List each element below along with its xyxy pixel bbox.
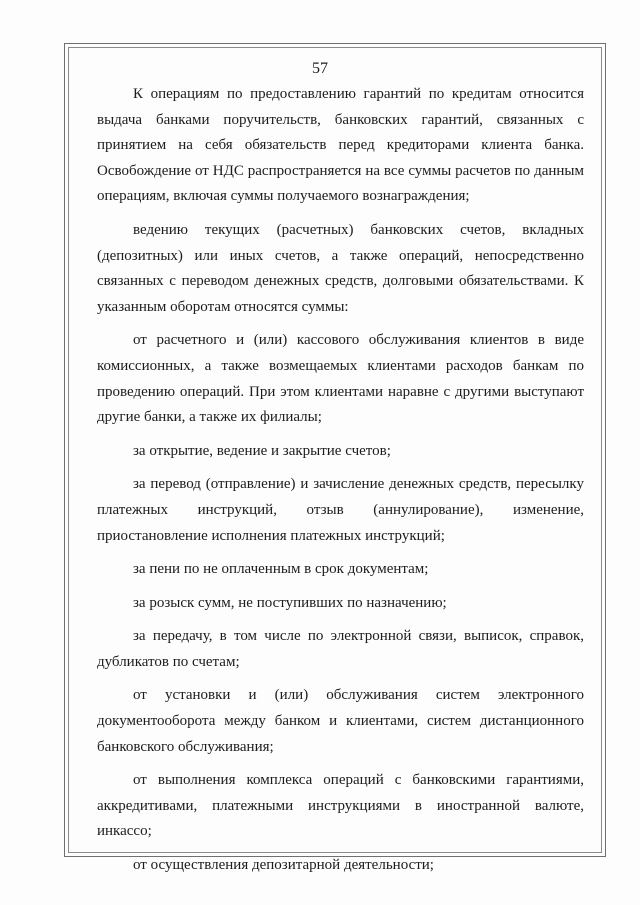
paragraph: за передачу, в том числе по электронной связи, выписок, справок, дубликатов по счетам;: [97, 628, 584, 670]
paragraph: от осуществления депозитарной деятельности;: [133, 857, 434, 874]
paragraph: за пени по не оплаченным в срок документам;: [133, 561, 429, 578]
paragraph: от расчетного и (или) кассового обслуживания клиентов в виде комиссионных, а также возмещаемых клиентами расходов банкам по проведению операций. При этом клиентами наравне с другими выступают другие банки, а также их филиалы;: [97, 332, 584, 426]
body-text: [97, 82, 584, 887]
paragraph: от установки и (или) обслуживания систем электронного документооборота между банком и клиентами, систем дистанционного банковского обслуживания;: [97, 687, 584, 755]
paragraph: за розыск сумм, не поступивших по назначению;: [133, 594, 447, 611]
page-number: 57: [312, 60, 328, 77]
paragraph: от выполнения комплекса операций с банковскими гарантиями, аккредитивами, платежными инструкциями в иностранной валюте, инкассо;: [97, 772, 584, 840]
paragraph: ведению текущих (расчетных) банковских счетов, вкладных (депозитных) или иных счетов, а также операций, непосредственно связанных с переводом денежных средств, долговыми обязательствами. К указанным оборотам относятся суммы:: [97, 221, 584, 315]
paragraph: за открытие, ведение и закрытие счетов;: [133, 442, 391, 459]
paragraph: К операциям по предоставлению гарантий по кредитам относится выдача банками поручительств, банковских гарантий, связанных с принятием на себя обязательств перед кредиторами клиента банка. Освобождение от НДС распространяется на все суммы расчетов по данным операциям, включая суммы получаемого вознаграждения;: [97, 86, 584, 205]
paragraph: за перевод (отправление) и зачисление денежных средств, пересылку платежных инструкций, отзыв (аннулирование), изменение, приостановление исполнения платежных инструкций;: [97, 476, 584, 544]
